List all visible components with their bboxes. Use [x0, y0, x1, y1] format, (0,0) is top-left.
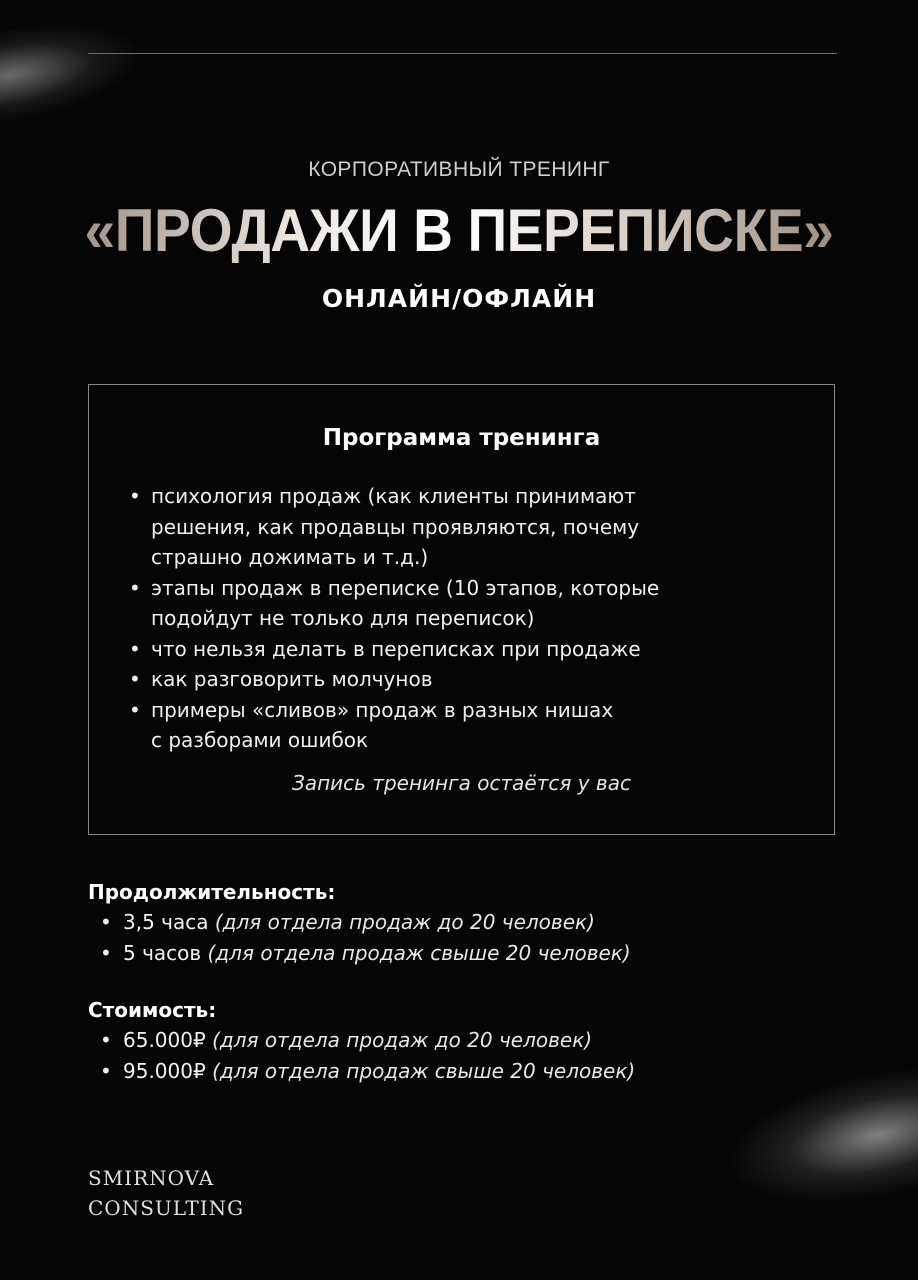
bullet-icon: •	[129, 575, 141, 600]
price-section	[88, 995, 848, 1086]
program-item	[125, 573, 805, 634]
bullet-icon: •	[129, 484, 141, 508]
duration-item	[88, 938, 848, 969]
price-item	[88, 1025, 848, 1056]
program-item	[125, 695, 805, 756]
program-box	[88, 384, 835, 835]
bullet-icon: •	[100, 910, 112, 934]
bullet-icon: •	[100, 940, 112, 965]
program-item	[125, 481, 805, 573]
bullet-icon: •	[129, 697, 141, 722]
program-item-line: с разборами ошибок	[151, 728, 369, 752]
bullet-icon: •	[100, 1058, 112, 1083]
program-heading: Программа тренинга	[322, 425, 601, 451]
duration-section	[88, 877, 848, 968]
program-item-line: этапы продаж в переписке (10 этапов, которые	[151, 575, 660, 600]
duration-item	[88, 907, 848, 938]
price-value: 65.000₽	[123, 1028, 206, 1052]
program-item-line: примеры «сливов» продаж в разных нишах	[151, 697, 614, 722]
brand-line: SMIRNOVA	[88, 1166, 215, 1190]
bullet-icon: •	[129, 667, 141, 691]
program-item	[125, 664, 805, 695]
program-list	[125, 481, 805, 756]
recording-note: Запись тренинга остаётся у вас	[292, 771, 631, 795]
price-item	[88, 1056, 848, 1087]
program-item-line: что нельзя делать в переписках при продаже	[151, 636, 641, 661]
price-value: 95.000₽	[123, 1058, 206, 1083]
duration-note: (для отдела продаж свыше 20 человек)	[207, 940, 631, 965]
duration-list	[88, 907, 848, 968]
program-item-line: страшно дожимать и т.д.)	[151, 545, 429, 569]
brand-line: CONSULTING	[88, 1196, 245, 1220]
duration-heading: Продолжительность:	[88, 880, 336, 904]
duration-value: 5 часов	[123, 940, 202, 965]
program-item-line: психология продаж (как клиенты принимают	[151, 484, 636, 508]
bullet-icon: •	[100, 1028, 112, 1052]
duration-value: 3,5 часа	[123, 910, 209, 934]
program-item-line: подойдут не только для переписок)	[151, 606, 535, 630]
duration-note: (для отдела продаж до 20 человек)	[214, 910, 595, 934]
price-list	[88, 1025, 848, 1086]
program-item	[125, 634, 805, 665]
price-heading: Стоимость:	[88, 998, 217, 1022]
program-item-line: решения, как продавцы проявляются, почему	[151, 514, 640, 539]
training-type-subtitle: КОРПОРАТИВНЫЙ ТРЕНИНГ	[308, 158, 610, 181]
training-format: ОНЛАЙН/ОФЛАЙН	[321, 284, 597, 313]
background-glow-top-left	[0, 8, 146, 142]
price-note: (для отдела продаж свыше 20 человек)	[212, 1058, 636, 1083]
program-item-line: как разговорить молчунов	[151, 667, 433, 691]
price-note: (для отдела продаж до 20 человек)	[212, 1028, 593, 1052]
top-divider	[88, 53, 837, 54]
brand-logo	[88, 1163, 244, 1223]
bullet-icon: •	[129, 636, 141, 661]
training-title: «ПРОДАЖИ В ПЕРЕПИСКЕ»	[37, 196, 882, 265]
